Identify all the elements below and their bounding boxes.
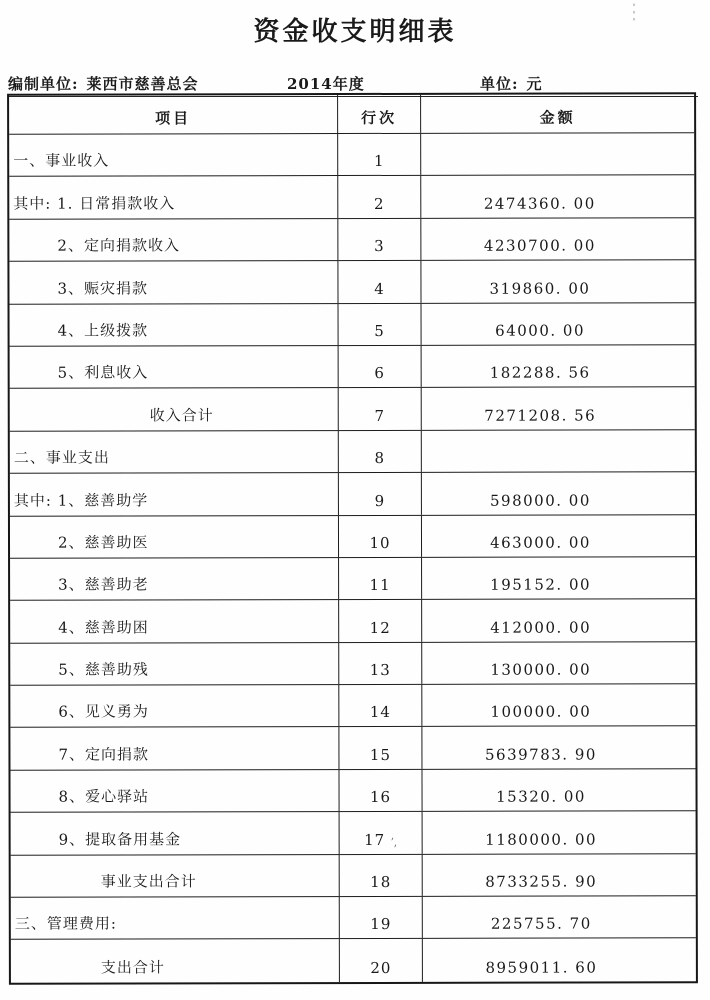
unit-label: 单位:: [480, 75, 519, 93]
scan-stray-mark: ʼ,: [390, 835, 398, 849]
line-cell: 6: [339, 346, 422, 388]
amount-cell: 4230700. 00: [483, 236, 596, 255]
item-cell: 其中: 1. 日常捐款收入: [9, 176, 338, 218]
amount-cell: [421, 133, 694, 175]
amount-cell: 5639783. 90: [484, 745, 597, 764]
table-row: [10, 600, 695, 644]
table-row: [10, 557, 695, 601]
amount-cell: 64000. 00: [495, 321, 586, 340]
table-row: [10, 727, 695, 771]
item-cell: 3、慈善助老: [10, 558, 339, 600]
item-cell: 5、慈善助残: [10, 643, 339, 685]
item-cell: 收入合计: [10, 388, 339, 430]
line-cell: 13: [339, 643, 422, 685]
amount-cell: 8733255. 90: [485, 872, 598, 891]
item-cell: 一、事业收入: [9, 134, 338, 176]
item-cell: 支出合计: [11, 939, 340, 982]
table-row: [10, 684, 695, 728]
item-cell: 8、爱心驿站: [10, 770, 339, 812]
amount-cell: 15320. 00: [496, 787, 586, 806]
amount-cell: 7271208. 56: [484, 406, 597, 425]
item-cell: 三、管理费用:: [11, 897, 340, 939]
line-cell: 19: [340, 897, 423, 939]
page-title: 资金收支明细表: [253, 17, 457, 47]
line-cell: 20: [340, 939, 423, 982]
prepared-by-label: 编制单位:: [8, 75, 79, 93]
table-row: [9, 218, 694, 262]
amount-cell: 100000. 00: [490, 702, 592, 722]
table-row: [10, 472, 695, 516]
line-number: 17: [364, 830, 386, 849]
item-cell: 3、赈灾捐款: [9, 261, 338, 303]
table-header-row: [9, 94, 694, 134]
item-cell: 二、事业支出: [10, 431, 339, 473]
col-header-line: 行次: [338, 95, 421, 133]
col-header-item: 项目: [9, 95, 338, 134]
table-row-total: [11, 939, 696, 983]
line-cell: 8: [339, 431, 422, 473]
line-cell: 1: [338, 134, 421, 176]
line-cell: 15: [339, 727, 422, 769]
item-cell: 7、定向捐款: [10, 727, 339, 769]
table-row-total: [10, 388, 695, 432]
line-cell: 7: [339, 388, 422, 430]
item-cell: 4、慈善助困: [10, 600, 339, 642]
item-cell: 6、见义勇为: [10, 685, 339, 727]
item-cell: 事业支出合计: [11, 855, 340, 897]
scan-artifact-icon: ⋮: [628, 0, 640, 25]
amount-cell: 463000. 00: [490, 533, 591, 552]
line-cell: 4: [338, 261, 421, 303]
unit-value: 元: [526, 75, 543, 93]
amount-cell: 8959011. 60: [485, 958, 598, 977]
table-row: [10, 303, 695, 347]
table-row: [11, 896, 696, 940]
amount-cell: 195152. 00: [490, 575, 592, 595]
line-cell: 16: [339, 770, 422, 812]
table-row: [9, 176, 694, 220]
line-cell: 2: [338, 176, 421, 218]
line-cell: [340, 812, 423, 854]
amount-cell: 412000. 00: [490, 618, 592, 637]
fiscal-year: 2014年度: [287, 75, 365, 93]
table-row: [10, 769, 695, 813]
amount-cell: 2474360. 00: [483, 194, 596, 213]
line-cell: 18: [340, 854, 423, 896]
amount-cell: 225755. 70: [490, 914, 592, 934]
item-cell: 9、提取备用基金: [11, 812, 340, 854]
currency-unit: [480, 73, 698, 94]
table-row: [10, 642, 695, 686]
line-cell: 10: [339, 515, 422, 557]
line-cell: 3: [338, 219, 421, 261]
line-cell: 9: [339, 473, 422, 515]
line-cell: 12: [339, 600, 422, 642]
prepared-by-value: 莱西市慈善总会: [86, 75, 199, 93]
item-cell: 5、利息收入: [10, 346, 339, 388]
amount-cell: 182288. 56: [489, 363, 591, 383]
table-row: [10, 515, 695, 559]
item-cell: 4、上级拨款: [10, 304, 339, 346]
item-cell: 2、定向捐款收入: [9, 219, 338, 261]
statement-table: [7, 92, 698, 984]
amount-cell: 319860. 00: [489, 279, 591, 298]
amount-cell: 130000. 00: [490, 660, 592, 679]
table-row: [11, 812, 696, 856]
table-row: [9, 260, 694, 304]
line-cell: 11: [339, 558, 422, 600]
table-row: [9, 133, 694, 177]
line-cell: 5: [339, 303, 422, 345]
prepared-by: [8, 73, 287, 94]
amount-cell: 1180000. 00: [485, 830, 598, 849]
table-row: [10, 430, 695, 474]
line-cell: 14: [339, 685, 422, 727]
table-row-total: [11, 854, 696, 898]
col-header-amount: 金额: [539, 108, 576, 127]
amount-cell: [422, 430, 695, 472]
amount-cell: 598000. 00: [489, 491, 591, 510]
table-row: [10, 345, 695, 389]
item-cell: 2、慈善助医: [10, 516, 339, 558]
item-cell: 其中: 1、慈善助学: [10, 473, 339, 515]
